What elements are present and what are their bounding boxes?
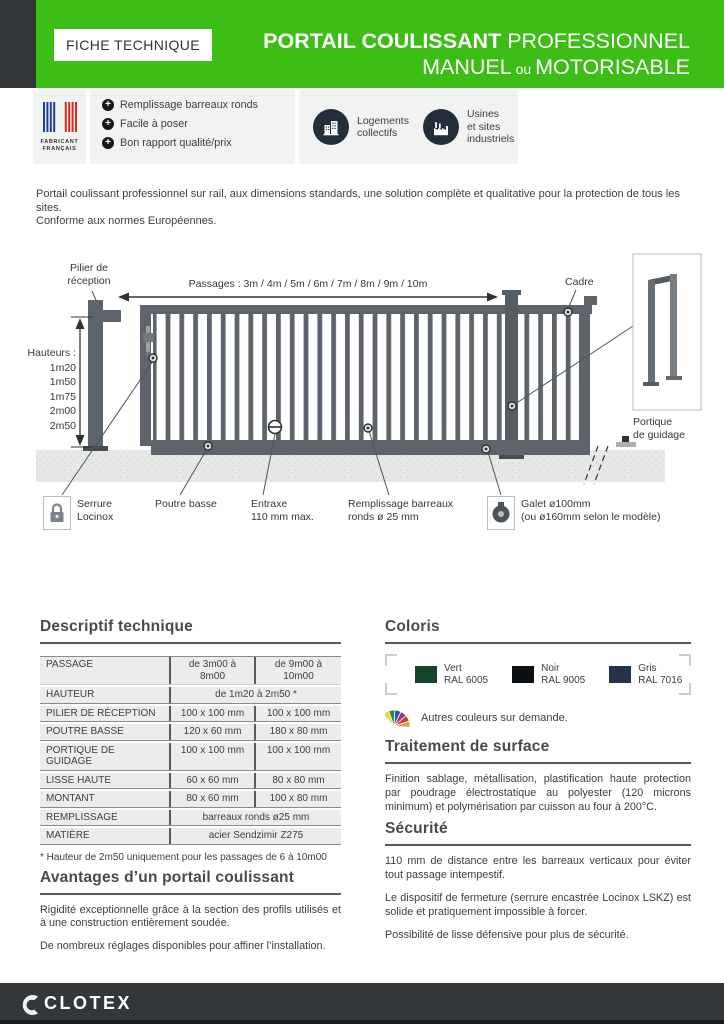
poutre-basse-label: Poutre basse xyxy=(155,498,217,510)
audience-label: Usines et sites industriels xyxy=(466,108,515,146)
traitement-paragraph: Finition sablage, métallisation, plastification haute protection par poudrage électrostatique au polyester (120 microns minimum) et polymérisation par cuisson au four à 200°C. xyxy=(385,773,691,813)
gate-diagram xyxy=(0,230,724,542)
securite-paragraph-1: 110 mm de distance entre les barreaux verticaux pour éviter tout passage intempestif. xyxy=(385,855,691,882)
audience-collective-housing xyxy=(313,109,409,145)
intro-paragraph: Portail coulissant professionnel sur rail, aux dimensions standards, une solution complète et qualitative pour la protection de tous les sites. Conforme aux normes Européennes. xyxy=(36,188,680,227)
securite-paragraph-2: Le dispositif de fermeture (serrure encastrée Locinox LSKZ) est solide et pratiquement impossible à forcer. xyxy=(385,891,691,918)
building-icon xyxy=(313,109,349,145)
avantages-heading: Avantages d’un portail coulissant xyxy=(40,869,341,895)
table-row: HAUTEUR de 1m20 à 2m50 * xyxy=(40,687,341,704)
corner-block xyxy=(0,0,36,88)
spec-table xyxy=(40,656,341,845)
securite-paragraph-3: Possibilité de lisse défensive pour plus de sécurité. xyxy=(385,928,629,941)
table-row: LISSE HAUTE 60 x 60 mm 80 x 80 mm xyxy=(40,773,341,790)
swatch-vert: Vert RAL 6005 xyxy=(415,663,488,686)
title-line-1: PORTAIL COULISSANT PROFESSIONNEL xyxy=(263,29,690,53)
cadre-label: Cadre xyxy=(565,276,594,288)
frame-corner xyxy=(385,683,397,695)
plus-icon: + xyxy=(102,99,114,111)
table-footnote: * Hauteur de 2m50 uniquement pour les passages de 6 à 10m00 xyxy=(40,851,327,863)
lock-icon xyxy=(43,496,71,530)
color-chip xyxy=(512,666,534,683)
selling-point: + Bon rapport qualité/prix xyxy=(102,137,295,149)
made-in-france-label: FABRICANT FRANÇAIS xyxy=(40,139,79,152)
table-row: MATIÈRE acier Sendzimir Z275 xyxy=(40,828,341,845)
color-chip xyxy=(415,666,437,683)
frame-corner xyxy=(679,654,691,666)
frame-corner xyxy=(679,683,691,695)
galet-label: Galet ø100mm (ou ø160mm selon le modèle) xyxy=(521,498,661,523)
selling-point: + Facile à poser xyxy=(102,118,295,130)
other-colors-text: Autres couleurs sur demande. xyxy=(421,712,568,724)
clotex-mark-icon xyxy=(18,992,42,1016)
right-column xyxy=(385,612,691,942)
table-row: MONTANT 80 x 60 mm 100 x 80 mm xyxy=(40,791,341,808)
frame-corner xyxy=(385,654,397,666)
passages-label: Passages : 3m / 4m / 5m / 6m / 7m / 8m / 9m / 10m xyxy=(188,278,428,290)
color-fan-icon xyxy=(385,704,413,732)
avantages-paragraph-1: Rigidité exceptionnelle grâce à la section des profils utilisés et à une construction entièrement soudée. xyxy=(40,903,341,930)
wheel-icon xyxy=(487,496,515,530)
audience-industrial-sites xyxy=(423,108,514,146)
table-row: PILIER DE RÉCEPTION 100 x 100 mm 100 x 100 mm xyxy=(40,706,341,723)
table-row: PASSAGE de 3m00 à 8m00 de 9m00 à 10m00 xyxy=(40,656,341,685)
made-in-france-panel xyxy=(33,90,86,164)
avantages-paragraph-2: De nombreux réglages disponibles pour affiner l’installation. xyxy=(40,940,326,953)
plus-icon: + xyxy=(102,118,114,130)
feature-bar xyxy=(0,90,724,164)
fiche-technique-badge: FICHE TECHNIQUE xyxy=(54,29,212,61)
color-chip xyxy=(609,666,631,683)
securite-heading: Sécurité xyxy=(385,820,691,846)
footer-bar xyxy=(0,983,724,1024)
other-colors-row xyxy=(385,704,691,732)
swatch-gris: Gris RAL 7016 xyxy=(609,663,682,686)
traitement-heading: Traitement de surface xyxy=(385,738,691,764)
clotex-logo xyxy=(18,992,132,1016)
entraxe-label: Entraxe 110 mm max. xyxy=(251,498,314,523)
color-swatches xyxy=(385,654,691,695)
selling-points-panel xyxy=(90,90,295,164)
portique-label: Portique de guidage xyxy=(633,416,685,441)
audience-panel xyxy=(299,90,518,164)
descriptif-heading: Descriptif technique xyxy=(40,618,341,644)
left-column xyxy=(40,612,341,954)
table-row: REMPLISSAGE barreaux ronds ø25 mm xyxy=(40,810,341,827)
header-banner xyxy=(0,0,724,88)
selling-point: + Remplissage barreaux ronds xyxy=(102,99,295,111)
serrure-label: Serrure Locinox xyxy=(77,498,114,523)
plus-icon: + xyxy=(102,137,114,149)
hauteurs-label: Hauteurs : 1m20 1m50 1m75 2m00 2m50 xyxy=(27,347,76,432)
french-flag-icon xyxy=(42,102,78,136)
pilier-label: Pilier de réception xyxy=(67,262,111,287)
remplissage-label: Remplissage barreaux ronds ø 25 mm xyxy=(348,498,454,523)
factory-icon xyxy=(423,109,459,145)
coloris-heading: Coloris xyxy=(385,618,691,644)
title-line-2: MANUEL ou MOTORISABLE xyxy=(422,55,690,79)
audience-label: Logements collectifs xyxy=(357,114,409,139)
table-row: PORTIQUE DE GUIDAGE 100 x 100 mm 100 x 100 mm xyxy=(40,743,341,771)
swatch-noir: Noir RAL 9005 xyxy=(512,663,585,686)
page-title xyxy=(263,28,690,82)
brand-text: CLOTEX xyxy=(44,993,133,1013)
footer-strip xyxy=(0,1020,724,1024)
table-row: POUTRE BASSE 120 x 60 mm 180 x 80 mm xyxy=(40,724,341,741)
